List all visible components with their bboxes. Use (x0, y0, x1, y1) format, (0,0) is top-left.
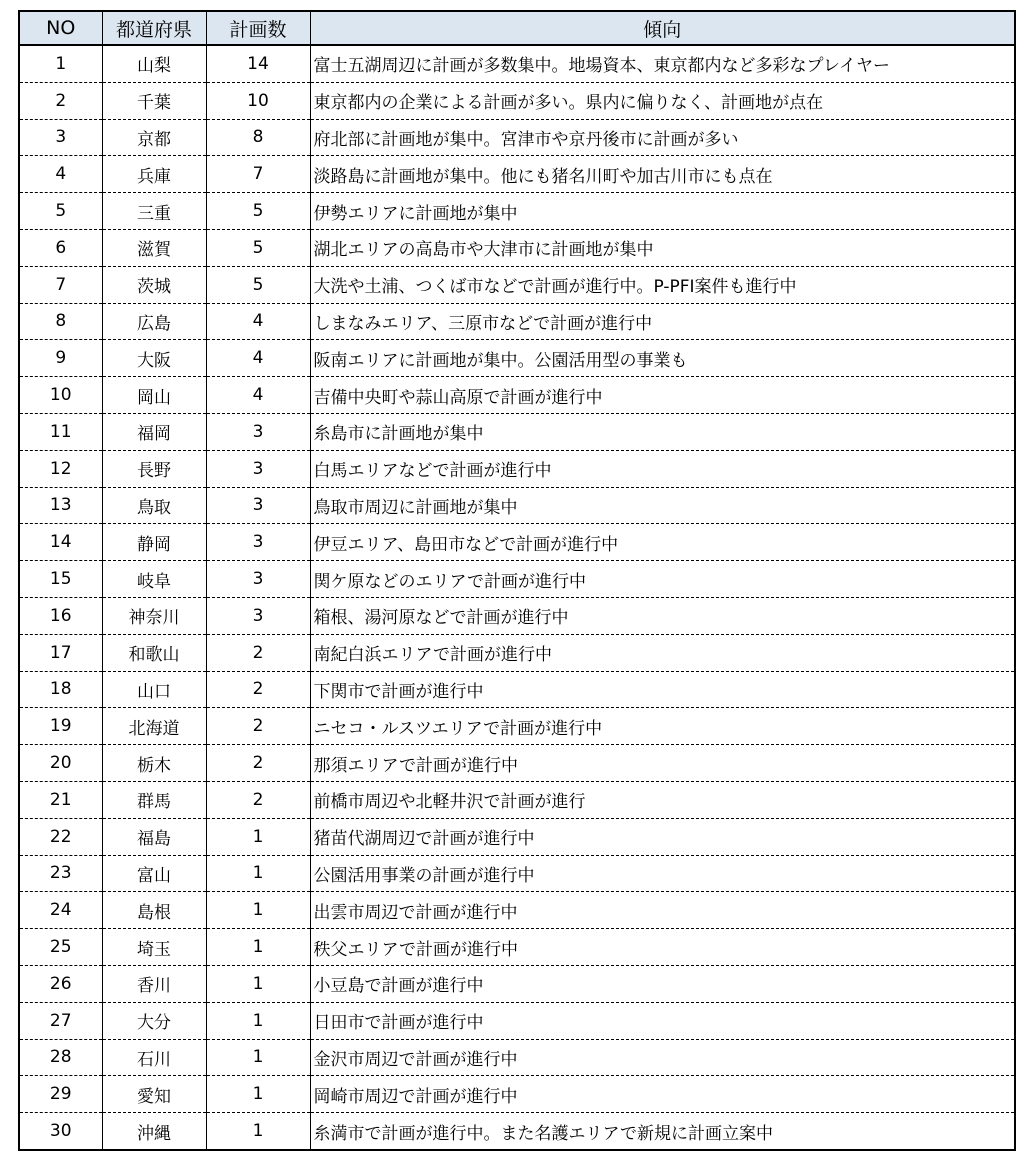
row-trend: 猪苗代湖周辺で計画が進行中 (310, 818, 1015, 855)
row-prefecture: 埼玉 (102, 929, 206, 966)
table-row (19, 671, 1015, 708)
row-prefecture: 島根 (102, 892, 206, 929)
table-row (19, 1113, 1015, 1150)
row-prefecture: 千葉 (102, 82, 206, 119)
row-prefecture: 兵庫 (102, 156, 206, 193)
row-trend: 湖北エリアの高島市や大津市に計画地が集中 (310, 229, 1015, 266)
header-count: 計画数 (206, 11, 310, 45)
row-count: 3 (206, 524, 310, 561)
row-count: 2 (206, 781, 310, 818)
row-trend: 鳥取市周辺に計画地が集中 (310, 487, 1015, 524)
row-count: 4 (206, 340, 310, 377)
row-no: 19 (19, 708, 102, 745)
row-prefecture: 神奈川 (102, 597, 206, 634)
row-no: 21 (19, 781, 102, 818)
row-prefecture: 岐阜 (102, 561, 206, 598)
row-count: 10 (206, 82, 310, 119)
row-count: 3 (206, 597, 310, 634)
row-prefecture: 岡山 (102, 377, 206, 414)
row-trend: 府北部に計画地が集中。宮津市や京丹後市に計画が多い (310, 119, 1015, 156)
table-row (19, 266, 1015, 303)
row-count: 1 (206, 1113, 310, 1150)
table-row (19, 82, 1015, 119)
row-no: 16 (19, 597, 102, 634)
row-trend: 小豆島で計画が進行中 (310, 965, 1015, 1002)
table-row (19, 156, 1015, 193)
table-row (19, 413, 1015, 450)
row-trend: 金沢市周辺で計画が進行中 (310, 1039, 1015, 1076)
row-prefecture: 福島 (102, 818, 206, 855)
table-row (19, 119, 1015, 156)
row-count: 3 (206, 413, 310, 450)
row-trend: 淡路島に計画地が集中。他にも猪名川町や加古川市にも点在 (310, 156, 1015, 193)
row-trend: 関ケ原などのエリアで計画が進行中 (310, 561, 1015, 598)
row-trend: 東京都内の企業による計画が多い。県内に偏りなく、計画地が点在 (310, 82, 1015, 119)
header-row (19, 11, 1015, 45)
table-row (19, 340, 1015, 377)
row-prefecture: 三重 (102, 193, 206, 230)
row-trend: 箱根、湯河原などで計画が進行中 (310, 597, 1015, 634)
row-count: 2 (206, 708, 310, 745)
table-row (19, 781, 1015, 818)
row-count: 4 (206, 303, 310, 340)
row-count: 1 (206, 1002, 310, 1039)
row-trend: 那須エリアで計画が進行中 (310, 745, 1015, 782)
row-count: 7 (206, 156, 310, 193)
row-count: 1 (206, 929, 310, 966)
row-no: 14 (19, 524, 102, 561)
row-count: 2 (206, 634, 310, 671)
table-row (19, 929, 1015, 966)
row-trend: 出雲市周辺で計画が進行中 (310, 892, 1015, 929)
row-prefecture: 滋賀 (102, 229, 206, 266)
row-trend: 岡崎市周辺で計画が進行中 (310, 1076, 1015, 1113)
row-no: 8 (19, 303, 102, 340)
row-prefecture: 石川 (102, 1039, 206, 1076)
table-row (19, 377, 1015, 414)
row-count: 4 (206, 377, 310, 414)
row-no: 15 (19, 561, 102, 598)
row-prefecture: 栃木 (102, 745, 206, 782)
table-row (19, 1076, 1015, 1113)
table-row (19, 487, 1015, 524)
row-prefecture: 山口 (102, 671, 206, 708)
header-no: NO (19, 11, 102, 45)
row-no: 28 (19, 1039, 102, 1076)
row-no: 7 (19, 266, 102, 303)
row-no: 17 (19, 634, 102, 671)
row-trend: 下関市で計画が進行中 (310, 671, 1015, 708)
row-trend: 糸島市に計画地が集中 (310, 413, 1015, 450)
row-no: 25 (19, 929, 102, 966)
row-no: 9 (19, 340, 102, 377)
row-prefecture: 和歌山 (102, 634, 206, 671)
table-row (19, 855, 1015, 892)
row-prefecture: 長野 (102, 450, 206, 487)
row-count: 2 (206, 745, 310, 782)
row-count: 14 (206, 45, 310, 82)
header-prefecture: 都道府県 (102, 11, 206, 45)
row-trend: 伊豆エリア、島田市などで計画が進行中 (310, 524, 1015, 561)
table-row (19, 708, 1015, 745)
row-prefecture: 広島 (102, 303, 206, 340)
table-row (19, 745, 1015, 782)
row-prefecture: 大阪 (102, 340, 206, 377)
table-row (19, 450, 1015, 487)
row-count: 1 (206, 1039, 310, 1076)
table-row (19, 524, 1015, 561)
row-no: 10 (19, 377, 102, 414)
row-count: 8 (206, 119, 310, 156)
row-trend: 公園活用事業の計画が進行中 (310, 855, 1015, 892)
row-prefecture: 香川 (102, 965, 206, 1002)
row-no: 26 (19, 965, 102, 1002)
header-trend: 傾向 (310, 11, 1015, 45)
row-no: 13 (19, 487, 102, 524)
row-prefecture: 愛知 (102, 1076, 206, 1113)
row-trend: 吉備中央町や蒜山高原で計画が進行中 (310, 377, 1015, 414)
table-row (19, 45, 1015, 82)
row-no: 24 (19, 892, 102, 929)
row-prefecture: 静岡 (102, 524, 206, 561)
table-row (19, 303, 1015, 340)
row-trend: 伊勢エリアに計画地が集中 (310, 193, 1015, 230)
row-no: 5 (19, 193, 102, 230)
row-prefecture: 富山 (102, 855, 206, 892)
row-no: 18 (19, 671, 102, 708)
table-row (19, 1002, 1015, 1039)
table-row (19, 892, 1015, 929)
row-trend: 日田市で計画が進行中 (310, 1002, 1015, 1039)
row-count: 1 (206, 965, 310, 1002)
plans-table (18, 10, 1016, 1151)
row-count: 1 (206, 855, 310, 892)
row-count: 1 (206, 892, 310, 929)
row-no: 22 (19, 818, 102, 855)
row-no: 3 (19, 119, 102, 156)
row-count: 2 (206, 671, 310, 708)
row-count: 3 (206, 450, 310, 487)
row-no: 12 (19, 450, 102, 487)
row-prefecture: 茨城 (102, 266, 206, 303)
row-trend: 大洗や土浦、つくば市などで計画が進行中。P-PFI案件も進行中 (310, 266, 1015, 303)
row-prefecture: 大分 (102, 1002, 206, 1039)
row-count: 3 (206, 487, 310, 524)
row-no: 2 (19, 82, 102, 119)
row-count: 1 (206, 1076, 310, 1113)
row-prefecture: 鳥取 (102, 487, 206, 524)
row-no: 29 (19, 1076, 102, 1113)
row-count: 5 (206, 266, 310, 303)
row-no: 1 (19, 45, 102, 82)
row-trend: 南紀白浜エリアで計画が進行中 (310, 634, 1015, 671)
row-no: 20 (19, 745, 102, 782)
row-no: 4 (19, 156, 102, 193)
row-no: 30 (19, 1113, 102, 1150)
row-count: 5 (206, 229, 310, 266)
row-no: 27 (19, 1002, 102, 1039)
table-row (19, 597, 1015, 634)
row-trend: 阪南エリアに計画地が集中。公園活用型の事業も (310, 340, 1015, 377)
row-prefecture: 山梨 (102, 45, 206, 82)
row-no: 23 (19, 855, 102, 892)
table-row (19, 818, 1015, 855)
row-prefecture: 福岡 (102, 413, 206, 450)
row-prefecture: 沖縄 (102, 1113, 206, 1150)
table-row (19, 193, 1015, 230)
row-prefecture: 群馬 (102, 781, 206, 818)
row-no: 11 (19, 413, 102, 450)
row-trend: しまなみエリア、三原市などで計画が進行中 (310, 303, 1015, 340)
row-trend: 富士五湖周辺に計画が多数集中。地場資本、東京都内など多彩なプレイヤー (310, 45, 1015, 82)
table-row (19, 561, 1015, 598)
row-trend: 秩父エリアで計画が進行中 (310, 929, 1015, 966)
row-trend: ニセコ・ルスツエリアで計画が進行中 (310, 708, 1015, 745)
table-row (19, 634, 1015, 671)
table-row (19, 1039, 1015, 1076)
table-row (19, 229, 1015, 266)
row-count: 5 (206, 193, 310, 230)
row-trend: 白馬エリアなどで計画が進行中 (310, 450, 1015, 487)
row-count: 3 (206, 561, 310, 598)
row-prefecture: 京都 (102, 119, 206, 156)
table-row (19, 965, 1015, 1002)
row-trend: 前橋市周辺や北軽井沢で計画が進行 (310, 781, 1015, 818)
row-prefecture: 北海道 (102, 708, 206, 745)
row-trend: 糸満市で計画が進行中。また名護エリアで新規に計画立案中 (310, 1113, 1015, 1150)
row-no: 6 (19, 229, 102, 266)
row-count: 1 (206, 818, 310, 855)
